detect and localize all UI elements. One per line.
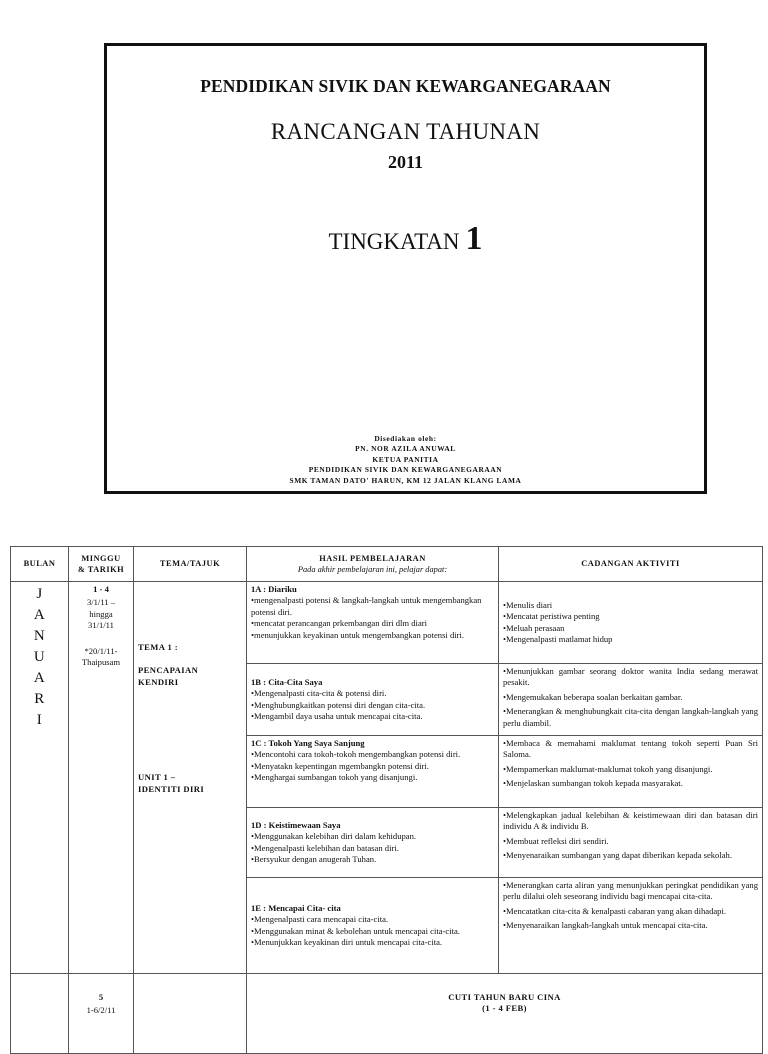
activity-cell	[499, 808, 763, 878]
outcome-item: • Menunjukkan keyakinan diri untuk mencapai cita-cita.	[251, 937, 494, 948]
activity-item: • Menulis diari	[503, 600, 758, 611]
outcome-item: • Menghubungkaitkan potensi diri dengan cita-cita.	[251, 700, 494, 711]
outcome-cell	[247, 582, 499, 664]
month-letter: R	[34, 691, 45, 707]
theme-label: TEMA 1 :	[138, 642, 178, 652]
activity-item: • Mencatat peristiwa penting	[503, 611, 758, 622]
activity-item: • Menunjukkan gambar seorang doktor wanita India sedang merawat pesakit.	[503, 666, 758, 689]
activity-item: • Mempamerkan maklumat-maklumat tokoh yang disanjungi.	[503, 764, 758, 775]
header-bulan: BULAN	[11, 547, 69, 582]
outcome-item: • mengenalpasti potensi & langkah-langkah untuk mengembangkan potensi diri.	[251, 595, 494, 618]
unit-name: IDENTITI DIRI	[138, 783, 205, 794]
activity-item: • Melengkapkan jadual kelebihan & keistimewaan diri dan batasan diri individu A & individu B.	[503, 810, 758, 833]
activity-item: • Menyenaraikan langkah-langkah untuk mencapai cita-cita.	[503, 920, 758, 931]
activity-item: • Membuat refleksi diri sendiri.	[503, 836, 758, 847]
outcome-item: • Menghargai sumbangan tokoh yang disanjungi.	[251, 772, 494, 783]
cover-box	[104, 43, 707, 494]
holiday-title: CUTI TAHUN BARU CINA	[448, 992, 561, 1002]
activity-cell	[499, 736, 763, 808]
prepared-role: KETUA PANITIA	[372, 454, 439, 464]
outcome-item: • menunjukkan keyakinan untuk mengembangkan potensi diri.	[251, 630, 494, 641]
outcome-item: • Menggunakan minat & kebolehan untuk mencapai cita-cita.	[251, 926, 494, 937]
week-dates: 1-6/2/11	[86, 1005, 116, 1016]
outcome-item: • mencatat perancangan prkembangan diri dlm diari	[251, 618, 494, 629]
outcome-cell	[247, 664, 499, 736]
theme-name: KENDIRI	[138, 676, 179, 687]
annual-plan-table	[10, 546, 763, 1054]
table-row	[11, 974, 763, 1054]
header-hasil-title: HASIL PEMBELAJARAN	[319, 553, 426, 563]
header-minggu-line1: MINGGU	[81, 553, 121, 563]
activity-item: • Menjelaskan sumbangan tokoh kepada masyarakat.	[503, 778, 758, 789]
month-cell	[11, 582, 69, 974]
prepared-name: PN. NOR AZILA ANUWAL	[355, 444, 456, 454]
header-tema: TEMA/TAJUK	[134, 547, 247, 582]
week-cell	[69, 582, 134, 974]
activity-item: • Mengemukakan beberapa soalan berkaitan gambar.	[503, 692, 758, 703]
lesson-title: 1C : Tokoh Yang Saya Sanjung	[251, 738, 365, 748]
month-letter: N	[33, 628, 46, 644]
outcome-item: • Mengenalpasti cara mencapai cita-cita.	[251, 914, 494, 925]
activity-item: • Menyenaraikan sumbangan yang dapat diberikan kepada sekolah.	[503, 850, 758, 861]
cover-title: RANCANGAN TAHUNAN	[270, 119, 541, 144]
lesson-title: 1E : Mencapai Cita- cita	[251, 902, 341, 913]
holiday-dates: (1 - 4 FEB)	[482, 1003, 527, 1014]
month-letter: A	[33, 607, 46, 623]
cover-form	[107, 220, 704, 258]
activity-cell	[499, 582, 763, 664]
activity-item: • Menerangkan & menghubungkait cita-cita dengan langkah-langkah yang perlu diambil.	[503, 706, 758, 729]
month-letter: U	[33, 649, 46, 665]
month-cell-empty	[11, 974, 69, 1054]
header-minggu-line2: & TARIKH	[77, 565, 125, 574]
prepared-school: SMK TAMAN DATO' HARUN, KM 12 JALAN KLANG LAMA	[289, 475, 522, 485]
week-note: Thaipusam	[81, 657, 121, 668]
activity-cell	[499, 878, 763, 974]
holiday-cell	[247, 974, 763, 1054]
outcome-item: • Menyatakn kepentingan mgembangkn potensi diri.	[251, 761, 494, 772]
week-dates: 31/1/11	[88, 620, 114, 631]
activity-item: • Meluah perasaan	[503, 623, 758, 634]
outcome-item: • Mencontohi cara tokoh-tokoh mengembangkan potensi diri.	[251, 749, 494, 760]
lesson-title: 1B : Cita-Cita Saya	[251, 676, 323, 687]
prepared-dept: PENDIDIKAN SIVIK DAN KEWARGANEGARAAN	[308, 465, 503, 475]
week-cell	[69, 974, 134, 1054]
theme-cell	[134, 582, 247, 974]
outcome-item: • Mengenalpasti cita-cita & potensi diri.	[251, 688, 494, 699]
week-dates: 3/1/11 –	[86, 597, 116, 608]
activity-item: • Mencatatkan cita-cita & kenalpasti cabaran yang akan dihadapi.	[503, 906, 758, 917]
outcome-cell	[247, 878, 499, 974]
prepared-label: Disediakan oleh:	[374, 434, 437, 443]
activity-item: • Menerangkan carta aliran yang menunjukkan peringkat pendidikan yang perlu dilalui oleh seseorang individu bagi mencapai cita-cita.	[503, 880, 758, 903]
week-number: 1 - 4	[93, 584, 109, 594]
month-letter: I	[36, 712, 43, 728]
month-letter: A	[33, 670, 46, 686]
outcome-item: • Bersyukur dengan anugerah Tuhan.	[251, 854, 494, 865]
outcome-item: • Mengambil daya usaha untuk mencapai cita-cita.	[251, 711, 494, 722]
outcome-item: • Menggunakan kelebihan diri dalam kehidupan.	[251, 831, 494, 842]
header-minggu	[69, 547, 134, 582]
header-hasil-subtitle: Pada akhir pembelajaran ini, pelajar dapat:	[297, 565, 448, 574]
outcome-cell	[247, 736, 499, 808]
theme-cell-empty	[134, 974, 247, 1054]
form-label: TINGKATAN	[328, 229, 460, 254]
month-letter: J	[36, 586, 43, 602]
unit-label: UNIT 1 –	[138, 772, 176, 783]
week-dates: hingga	[89, 608, 113, 619]
week-note: *20/1/11-	[84, 645, 118, 656]
activity-cell	[499, 664, 763, 736]
cover-subject: PENDIDIKAN SIVIK DAN KEWARGANEGARAAN	[200, 76, 611, 96]
form-number: 1	[465, 220, 483, 257]
lesson-title: 1D : Keistimewaan Saya	[251, 819, 341, 830]
prepared-by-block	[107, 434, 704, 486]
activity-item: • Membaca & memahami maklumat tentang tokoh seperti Puan Sri Saloma.	[503, 738, 758, 761]
table-row	[11, 582, 763, 664]
theme-name: PENCAPAIAN	[138, 665, 199, 676]
header-aktiviti: CADANGAN AKTIVITI	[499, 547, 763, 582]
header-hasil	[247, 547, 499, 582]
table-header-row	[11, 547, 763, 582]
activity-item: • Mengenalpasti matlamat hidup	[503, 634, 758, 645]
outcome-item: • Mengenalpasti kelebihan dan batasan diri.	[251, 843, 494, 854]
week-number: 5	[98, 992, 104, 1002]
cover-year: 2011	[387, 152, 423, 172]
lesson-title: 1A : Diariku	[251, 584, 297, 594]
outcome-cell	[247, 808, 499, 878]
